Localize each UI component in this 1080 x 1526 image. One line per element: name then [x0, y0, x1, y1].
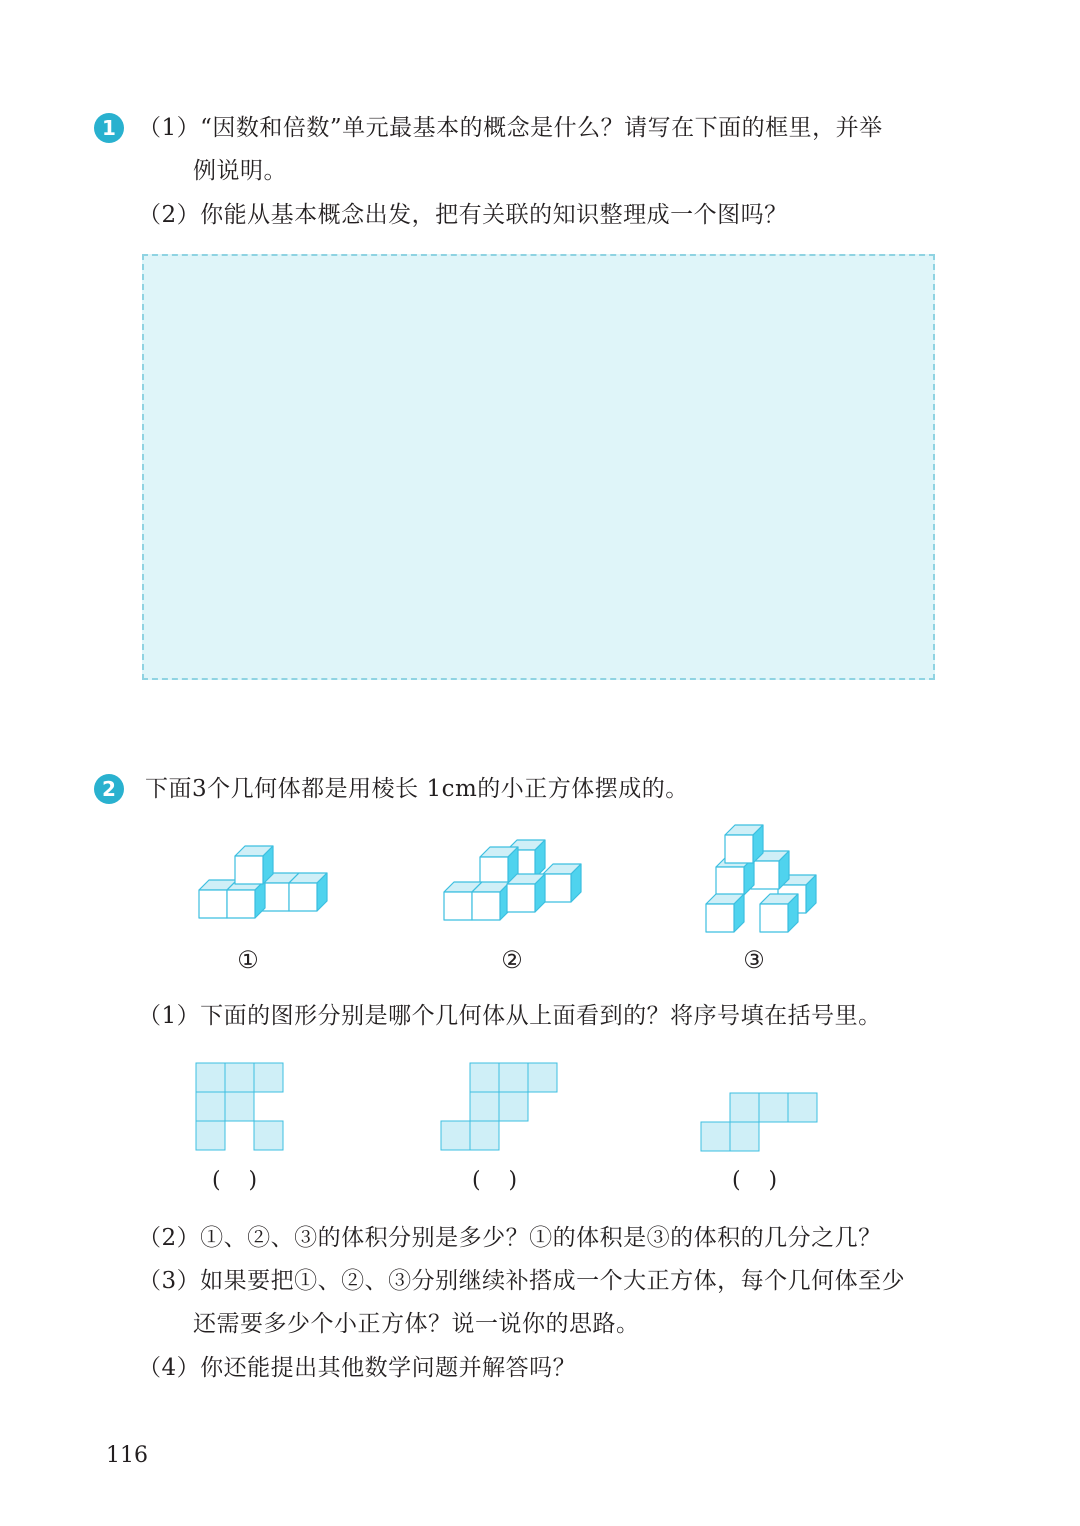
question-2-part-3-line-1: （3）如果要把①、②、③分别继续补搭成一个大正方体，每个几何体至少 — [138, 1268, 906, 1294]
top-view-cell — [196, 1092, 225, 1121]
solid-1-label: ① — [237, 946, 259, 974]
cube-front-face — [199, 890, 227, 918]
answer-paren-c[interactable]: ( ) — [732, 1168, 778, 1193]
top-view-cell — [441, 1121, 470, 1150]
question-2-part-2: （2）①、②、③的体积分别是多少？①的体积是③的体积的几分之几？ — [138, 1225, 882, 1251]
cube-front-face — [507, 884, 535, 912]
question-2-intro: 下面3个几何体都是用棱长 1cm的小正方体摆成的。 — [145, 776, 689, 802]
solid-3-figure — [702, 822, 827, 940]
cube-front-face — [480, 857, 508, 885]
top-view-cell — [528, 1063, 557, 1092]
solid-3-label: ③ — [743, 946, 765, 974]
answer-paren-a[interactable]: ( ) — [212, 1168, 258, 1193]
cube-front-face — [444, 892, 472, 920]
top-view-cell — [759, 1093, 788, 1122]
page-number: 116 — [106, 1443, 148, 1468]
question-1-part-1-line-1: （1）“因数和倍数”单元最基本的概念是什么？请写在下面的框里，并举 — [138, 115, 883, 141]
top-view-cell — [196, 1063, 225, 1092]
top-view-cell — [470, 1121, 499, 1150]
top-view-cell — [196, 1121, 225, 1150]
top-view-cell — [730, 1093, 759, 1122]
top-view-cell — [254, 1121, 283, 1150]
question-2-part-4: （4）你还能提出其他数学问题并解答吗？ — [138, 1355, 577, 1381]
top-view-cell — [225, 1063, 254, 1092]
cube-front-face — [751, 861, 779, 889]
question-2-part-3-line-2: 还需要多少个小正方体？说一说你的思路。 — [193, 1311, 640, 1337]
cube-front-face — [289, 883, 317, 911]
top-view-b — [440, 1062, 562, 1154]
top-view-cell — [499, 1092, 528, 1121]
question-1-part-1-line-2: 例说明。 — [193, 158, 287, 184]
question-1-number-badge: 1 — [94, 113, 124, 143]
cube-front-face — [706, 904, 734, 932]
solid-2-figure — [440, 830, 590, 925]
solid-1-figure — [195, 835, 335, 925]
question-1-part-2: （2）你能从基本概念出发，把有关联的知识整理成一个图吗？ — [138, 202, 788, 228]
question-2-part-1: （1）下面的图形分别是哪个几何体从上面看到的？将序号填在括号里。 — [138, 1003, 882, 1029]
top-view-a — [195, 1062, 287, 1154]
question-2-number-badge: 2 — [94, 774, 124, 804]
solid-2-label: ② — [501, 946, 523, 974]
answer-paren-b[interactable]: ( ) — [472, 1168, 518, 1193]
cube-front-face — [543, 874, 571, 902]
top-view-cell — [225, 1092, 254, 1121]
top-view-cell — [470, 1092, 499, 1121]
answer-box[interactable] — [142, 254, 935, 680]
cube-front-face — [725, 835, 753, 863]
top-view-cell — [788, 1093, 817, 1122]
cube-front-face — [235, 856, 263, 884]
top-view-cell — [499, 1063, 528, 1092]
top-view-c — [700, 1092, 822, 1154]
top-view-cell — [470, 1063, 499, 1092]
top-view-cell — [701, 1122, 730, 1151]
top-view-cell — [730, 1122, 759, 1151]
cube-front-face — [472, 892, 500, 920]
cube-front-face — [716, 867, 744, 895]
cube-front-face — [227, 890, 255, 918]
cube-front-face — [760, 904, 788, 932]
top-view-cell — [254, 1063, 283, 1092]
